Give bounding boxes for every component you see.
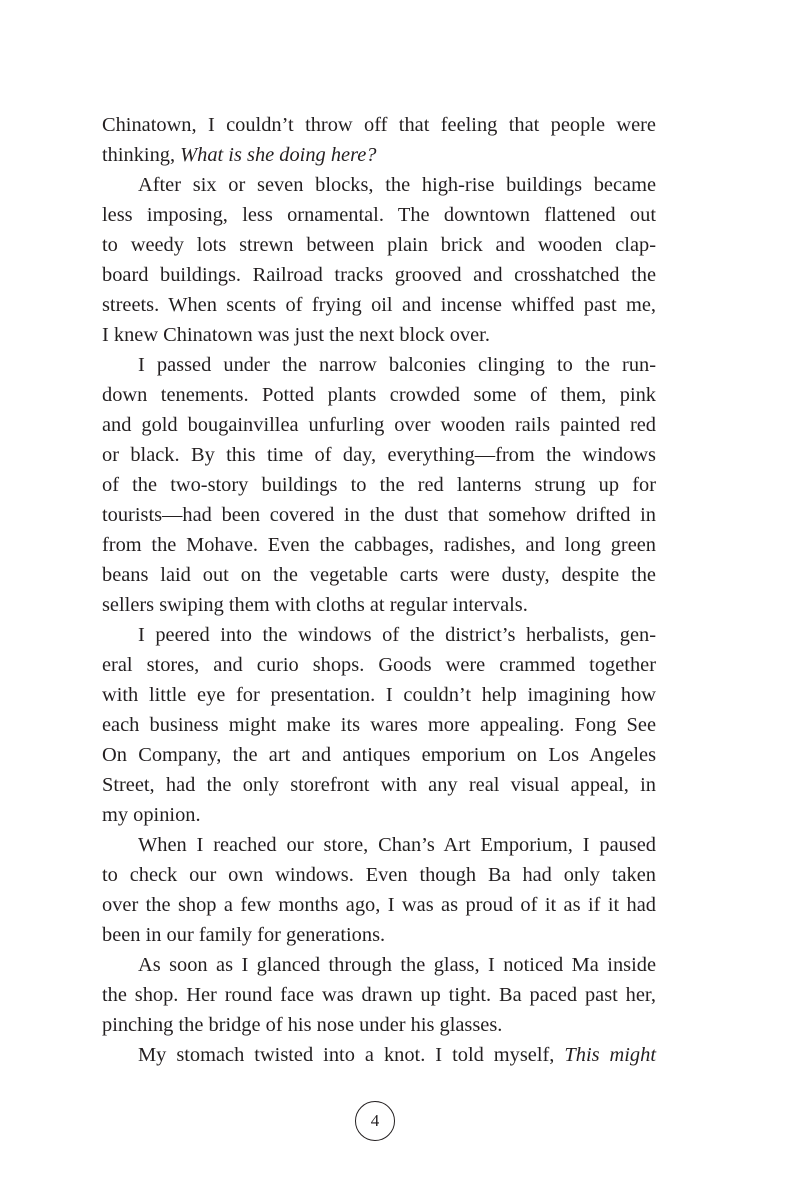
line-text: beans laid out on the vegetable carts were dusty, despite the (102, 564, 656, 586)
text-line (102, 380, 656, 410)
text-line (102, 320, 656, 350)
text-line (102, 950, 656, 980)
line-text: down tenements. Potted plants crowded some of them, pink (102, 384, 656, 406)
line-italic-text: This might (564, 1044, 656, 1066)
body-text (102, 110, 656, 1070)
line-text: thinking, (102, 144, 181, 166)
line-text: pinching the bridge of his nose under his glasses. (102, 1014, 503, 1036)
text-line (102, 920, 656, 950)
line-text: and gold bougainvillea unfurling over wooden rails painted red (102, 414, 656, 436)
text-line (102, 350, 656, 380)
text-line (102, 500, 656, 530)
line-text: Chinatown, I couldn’t throw off that feeling that people were (102, 114, 656, 136)
text-line (102, 530, 656, 560)
line-text: eral stores, and curio shops. Goods were crammed together (102, 654, 656, 676)
line-text: my opinion. (102, 804, 201, 826)
line-text: tourists—had been covered in the dust that somehow drifted in (102, 504, 656, 526)
text-line (102, 470, 656, 500)
line-text: streets. When scents of frying oil and incense whiffed past me, (102, 294, 656, 316)
line-text: On Company, the art and antiques emporium on Los Angeles (102, 744, 656, 766)
text-line (102, 260, 656, 290)
text-line (102, 770, 656, 800)
text-line (102, 650, 656, 680)
text-line (102, 680, 656, 710)
line-text: I passed under the narrow balconies clinging to the run- (138, 354, 656, 376)
line-text: to check our own windows. Even though Ba had only taken (102, 864, 656, 886)
line-text: I peered into the windows of the district’s herbalists, gen- (138, 624, 656, 646)
page-number: 4 (355, 1101, 395, 1141)
line-text: board buildings. Railroad tracks grooved and crosshatched the (102, 264, 656, 286)
line-text: less imposing, less ornamental. The downtown flattened out (102, 204, 656, 226)
line-text: When I reached our store, Chan’s Art Emporium, I paused (138, 834, 656, 856)
line-italic-text: What is she doing here? (180, 144, 377, 166)
line-text: of the two-story buildings to the red lanterns strung up for (102, 474, 656, 496)
line-text: As soon as I glanced through the glass, I noticed Ma inside (138, 954, 656, 976)
text-line (102, 800, 656, 830)
text-line (102, 560, 656, 590)
line-text: from the Mohave. Even the cabbages, radishes, and long green (102, 534, 656, 556)
text-line (102, 1010, 656, 1040)
text-line (102, 110, 656, 140)
line-text: or black. By this time of day, everything—from the windows (102, 444, 656, 466)
text-line (102, 440, 656, 470)
text-line (102, 860, 656, 890)
text-line (102, 740, 656, 770)
text-line (102, 890, 656, 920)
text-line (102, 230, 656, 260)
line-text: over the shop a few months ago, I was as proud of it as if it had (102, 894, 656, 916)
text-line (102, 830, 656, 860)
line-text: to weedy lots strewn between plain brick and wooden clap- (102, 234, 656, 256)
line-text: After six or seven blocks, the high-rise buildings became (138, 174, 656, 196)
line-text: each business might make its wares more appealing. Fong See (102, 714, 656, 736)
line-text: been in our family for generations. (102, 924, 386, 946)
text-line (102, 140, 656, 170)
line-text: with little eye for presentation. I couldn’t help imagining how (102, 684, 656, 706)
text-line (102, 1040, 656, 1070)
text-line (102, 290, 656, 320)
text-line (102, 170, 656, 200)
text-line (102, 590, 656, 620)
text-line (102, 620, 656, 650)
text-line (102, 980, 656, 1010)
line-text: My stomach twisted into a knot. I told myself, (138, 1044, 565, 1066)
line-text: I knew Chinatown was just the next block over. (102, 324, 490, 346)
line-text: sellers swiping them with cloths at regular intervals. (102, 594, 528, 616)
line-text: Street, had the only storefront with any real visual appeal, in (102, 774, 656, 796)
text-line (102, 710, 656, 740)
text-line (102, 200, 656, 230)
line-text: the shop. Her round face was drawn up tight. Ba paced past her, (102, 984, 656, 1006)
text-line (102, 410, 656, 440)
